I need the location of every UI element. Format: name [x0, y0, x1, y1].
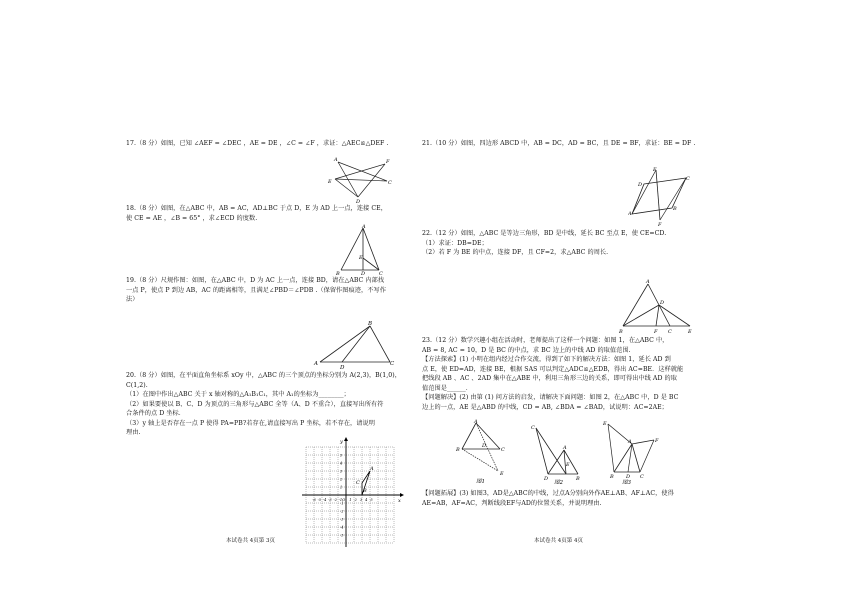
- q20-line1: 20.（8 分）如图，在平面直角坐标系 xOy 中，△ABC 的三个顶点的坐标分别为 A(2,3)，B(1,0)，: [126, 372, 401, 379]
- y-tick-label: 1: [340, 485, 343, 490]
- q17-label-C: C: [388, 180, 392, 186]
- q22-line1: 22.（12 分）如图，△ABC 是等边三角形，BD 是中线，延长 BC 至点 E，使 CE=CD.: [422, 230, 667, 237]
- q23-figure-2: [530, 422, 586, 484]
- q22-label-E: E: [688, 329, 692, 335]
- y-tick-label: -3: [340, 517, 344, 522]
- right-footer: 本试卷共 4页第 4页: [534, 538, 583, 544]
- q17-label-A: A: [334, 157, 338, 163]
- q20-label-B: B: [363, 488, 367, 494]
- fig3-label-A: A: [628, 439, 632, 445]
- fig2-label-A: A: [563, 445, 567, 451]
- x-tick-label: -4: [322, 498, 327, 502]
- q20-label-C: C: [356, 480, 360, 486]
- q18-label-B: B: [336, 271, 340, 276]
- x-tick-label: 4: [365, 498, 368, 502]
- right-page: [422, 0, 860, 608]
- question-23: [422, 336, 732, 412]
- q23-line6: 值范围是______．: [422, 384, 473, 392]
- fig3-caption: 图3: [622, 480, 631, 484]
- q18-line2: 使 CE = AE ，∠B = 65° ，求∠ECD 的度数.: [126, 214, 258, 222]
- fig3-label-B: B: [610, 474, 614, 480]
- question-18: [126, 204, 426, 223]
- q18-label-E: E: [359, 255, 363, 261]
- x-tick-label: 1: [349, 498, 352, 502]
- q20-line6: （3）y 轴上是否存在一点 P 使得 PA=PB?若存在,请直接写出 P 坐标，若不存在，请说明: [126, 419, 376, 427]
- q19-figure: [312, 318, 402, 370]
- q21-label-A: A: [628, 211, 632, 217]
- q20-line7: 理由.: [126, 429, 141, 436]
- q22-label-A: A: [646, 279, 650, 285]
- y-axis-label: y: [340, 439, 343, 445]
- q22-line2: （1）求证：DB=DE；: [422, 239, 488, 247]
- y-tick-label: 4: [340, 461, 343, 466]
- q23-line5: 把线段 AB 、AC 、2AD 集中在△ABE 中，利用三角形三边的关系，即可得出中线 AD 的取: [422, 375, 677, 382]
- q23-line7: 【问题解决】(2) 由第 (1) 问方法的启发，请解决下面问题：如图 2，在△ABC 中，D 是 BC: [422, 394, 679, 401]
- fig2-caption: 图2: [554, 480, 563, 484]
- fig1-label-C: C: [501, 447, 505, 453]
- y-tick-label: -5: [340, 533, 344, 538]
- q19-label-B: B: [368, 321, 373, 327]
- q20-coordinate-grid: [300, 437, 404, 549]
- y-tick-label: -1: [340, 501, 344, 506]
- q17-figure: [325, 155, 395, 205]
- x-tick-label: -2: [333, 498, 337, 502]
- q23-figure-1: [454, 417, 524, 483]
- question-19: [126, 276, 426, 305]
- q17-line1: 17.（8 分）如图，已知 ∠AEF = ∠DEC ，AE = DE ，∠C = ∠F ，求证：△AEC≌△DEF .: [126, 140, 389, 147]
- x-tick-label: -6: [312, 498, 316, 502]
- origin-label: O: [342, 497, 346, 502]
- fig3-label-E: E: [603, 421, 607, 427]
- q23-line3: 【方法探索】(1) 小明在组内经过合作交流，得到了如下的解决方法：如图 1，延长 AD 到: [422, 356, 671, 363]
- fig1-label-E: E: [500, 471, 504, 477]
- question-20: [126, 371, 426, 438]
- q21-label-E: E: [653, 167, 657, 173]
- q19-label-A: A: [314, 361, 318, 367]
- q18-label-D: D: [361, 271, 366, 276]
- fig3-label-C: C: [640, 474, 644, 480]
- y-tick-label: -2: [340, 509, 344, 514]
- left-footer: 本试卷共 4页第 3页: [226, 538, 275, 544]
- q22-label-C: C: [668, 329, 672, 335]
- fig1-caption: 图1: [476, 479, 485, 483]
- q19-line3: 法）: [126, 296, 139, 303]
- q19-label-D: D: [340, 365, 345, 370]
- q21-label-F: F: [658, 222, 662, 226]
- q22-line3: （2）若 F 为 BE 的中点，连接 DF，且 CF=2，求△ABC 的周长.: [422, 249, 609, 256]
- q22-label-F: F: [654, 329, 658, 335]
- fig3-label-D: D: [626, 474, 631, 480]
- q20-line2: C(1,2).: [126, 381, 148, 389]
- q19-label-C: C: [390, 361, 395, 367]
- q20-line5: 合条件的点 D 坐标．: [126, 410, 185, 417]
- q20-line4: （2）如果要使以 B、C、D 为顶点的三角形与△ABC 全等（A、D 不重合），直接写出所有符: [126, 400, 384, 408]
- q18-label-A: A: [362, 224, 366, 230]
- q22-label-B: B: [619, 329, 623, 335]
- q17-label-F: F: [386, 159, 390, 165]
- fig1-label-D: D: [482, 443, 487, 449]
- q21-label-D: D: [638, 182, 643, 188]
- fig1-label-A: A: [474, 419, 478, 425]
- q20-line3: （1）在图中作出△ABC 关于 x 轴对称的△A₁B₁C₁，其中 A₁的坐标为________；: [126, 391, 350, 398]
- q19-line2: 一点 P，使点 P 到边 AB，AC 的距离相等，且满足∠PBD＝∠PDB .（保留作图痕迹，不写作: [126, 286, 386, 294]
- question-23-extension: [422, 489, 732, 508]
- fig2-label-B: B: [576, 476, 580, 482]
- y-tick-label: 2: [340, 477, 343, 482]
- q23-line10: AE=AB，AF=AC，判断线段EF与AD的位置关系，并说明理由.: [422, 499, 602, 507]
- q23-line9: 【问题拓展】(3) 如图3，AD是△ABC的中线，过点A分别向外作AE⊥AB、AF⊥AC，使得: [422, 490, 674, 497]
- question-22: [422, 229, 722, 258]
- q22-figure: [618, 278, 698, 336]
- fig3-label-F: F: [655, 438, 659, 444]
- x-tick-label: -3: [328, 498, 332, 502]
- y-tick-label: -4: [340, 525, 344, 530]
- q20-label-A: A: [370, 466, 374, 472]
- q21-label-B: B: [673, 206, 677, 212]
- q23-line4: 点 E，使 ED=AD，连接 BE，根据 SAS 可以判定△ADC≌△EDB，得出 AC=BE．这样就能: [422, 365, 684, 373]
- x-axis-label: x: [398, 498, 401, 504]
- q23-line8: 边上的一点，AE 是△ABD 的中线，CD = AB, ∠BDA = ∠BAD，试说明：AC=2AE；: [422, 403, 668, 411]
- fig2-label-D: D: [544, 476, 549, 482]
- fig2-label-C: C: [531, 425, 535, 431]
- y-tick-label: 5: [340, 453, 343, 458]
- q23-figure-3: [600, 418, 670, 484]
- q18-figure: [335, 224, 385, 276]
- question-17: [126, 139, 426, 149]
- q23-line2: AB = 8, AC = 10，D 是 BC 的中点，求 BC 边上的中线 AD 的取值范围.: [422, 346, 631, 354]
- fig1-label-B: B: [456, 447, 460, 453]
- q18-line1: 18.（8 分）如图，在△ABC 中，AB = AC，AD⊥BC 于点 D，E 为 AD 上一点，连接 CE，: [126, 205, 387, 212]
- question-21: [422, 139, 722, 149]
- x-tick-label: 5: [370, 498, 373, 502]
- q19-line1: 19.（8 分）尺规作图：如图，在△ABC 中，D 为 AC 上一点，连接 BD，请在△ABC 内部找: [126, 277, 385, 284]
- x-tick-label: -5: [317, 498, 322, 502]
- q21-line1: 21.（10 分）如图，四边形 ABCD 中，AB = DC，AD = BC，且 DE = BF，求证：BE = DF .: [422, 140, 696, 147]
- q17-label-E: E: [328, 179, 332, 185]
- x-tick-label: -1: [338, 498, 343, 502]
- y-tick-label: 3: [340, 469, 343, 474]
- fig2-label-E: E: [566, 462, 570, 468]
- q22-label-D: D: [660, 300, 665, 306]
- q23-line1: 23.（12 分）数学兴趣小组在活动时，老师提出了这样一个问题：如图 1，在△ABC 中，: [422, 337, 669, 344]
- x-tick-label: 2: [354, 498, 357, 502]
- q18-label-C: C: [379, 271, 383, 276]
- q17-label-D: D: [356, 199, 361, 205]
- q21-label-C: C: [686, 176, 690, 182]
- q21-figure: [628, 166, 698, 226]
- x-tick-label: 3: [359, 498, 363, 502]
